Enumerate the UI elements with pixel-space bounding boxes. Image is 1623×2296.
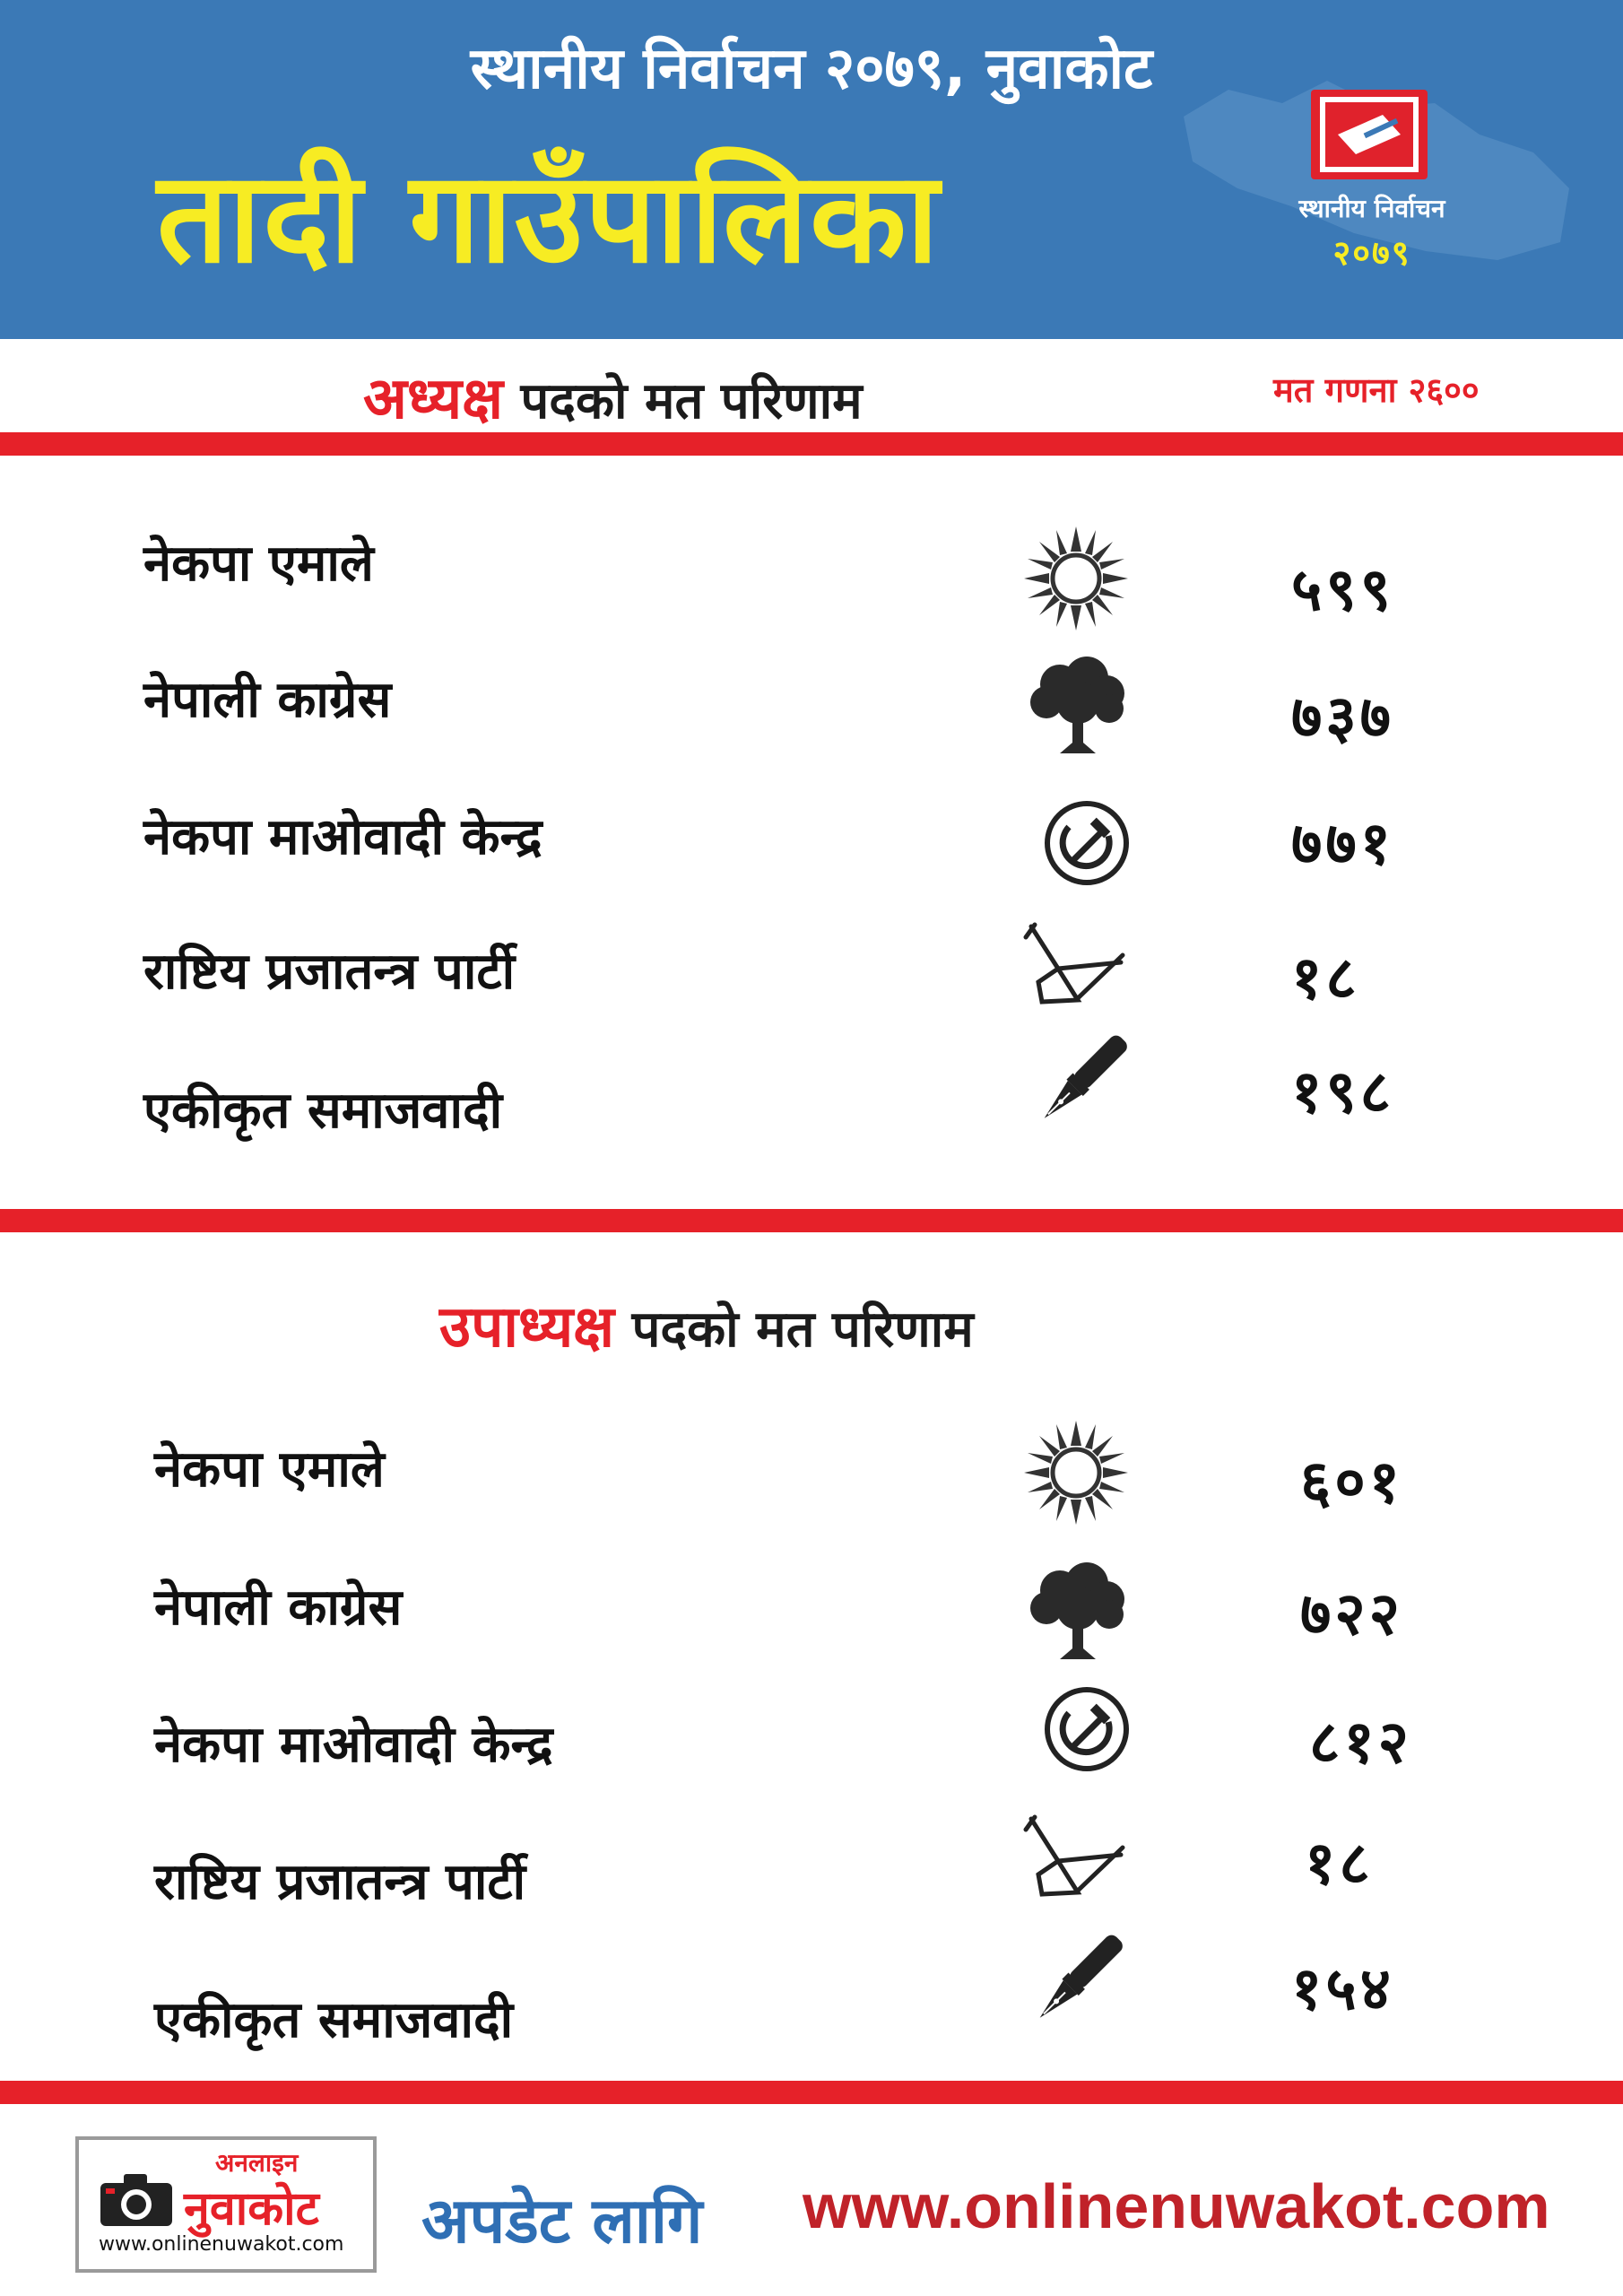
pen-icon <box>1027 1027 1134 1135</box>
party-name: एकीकृत समाजवादी <box>143 1082 503 1140</box>
ballot-box-icon <box>1311 90 1428 179</box>
vote-value: ५९९ <box>1291 555 1394 624</box>
vice-chairperson-heading-accent: उपाध्यक्ष <box>439 1294 615 1361</box>
logo-big-text: नुवाकोट <box>184 2182 319 2236</box>
chairperson-heading-accent: अध्यक्ष <box>363 366 503 432</box>
vote-value: ७७१ <box>1291 809 1394 878</box>
party-name: राष्टिय प्रजातन्त्र पार्टी <box>154 1853 526 1911</box>
vote-value: ७२२ <box>1300 1579 1403 1648</box>
logo-caption: स्थानीय निर्वाचन <box>1298 194 1445 223</box>
header-subtitle: स्थानीय निर्वाचन २०७९, नुवाकोट <box>470 36 1153 102</box>
election-logo <box>1311 90 1428 179</box>
logo-url-text: www.onlinenuwakot.com <box>99 2233 344 2256</box>
party-name: नेकपा एमाले <box>143 535 374 593</box>
party-name: नेकपा एमाले <box>154 1440 385 1499</box>
party-name: राष्टिय प्रजातन्त्र पार्टी <box>143 943 516 1001</box>
municipality-title: तादी गाउँपालिका <box>157 145 941 291</box>
vote-value: ८१२ <box>1309 1708 1412 1777</box>
vote-value: १५४ <box>1291 1954 1394 2023</box>
party-name: नेकपा माओवादी केन्द्र <box>143 808 542 866</box>
vote-value: १८ <box>1305 1829 1374 1898</box>
logo-year: २०७९ <box>1332 233 1411 273</box>
sun-icon <box>1022 525 1130 632</box>
sun-icon <box>1022 1419 1130 1526</box>
party-name: नेपाली काग्रेस <box>154 1578 403 1637</box>
website-link[interactable]: www.onlinenuwakot.com <box>803 2171 1550 2241</box>
update-text: अपडेट लागि <box>421 2184 703 2257</box>
vote-value: ६०१ <box>1300 1448 1403 1517</box>
plough-icon <box>1022 1812 1130 1919</box>
party-name: नेपाली काग्रेस <box>143 671 392 729</box>
party-name: एकीकृत समाजवादी <box>154 1991 514 2049</box>
tree-icon <box>1024 1559 1132 1666</box>
chairperson-heading-rest: पदको मत परिणाम <box>502 372 863 430</box>
vote-value: ७३७ <box>1291 683 1394 752</box>
plough-icon <box>1022 919 1130 1027</box>
camera-icon <box>99 2170 174 2228</box>
vote-value: १८ <box>1291 944 1360 1013</box>
vote-value: १९८ <box>1291 1057 1394 1126</box>
red-divider <box>0 432 1623 456</box>
hammer-sickle-icon <box>1033 1675 1141 1783</box>
vote-count-label: मत गणना २६०० <box>1273 370 1480 410</box>
red-divider <box>0 1209 1623 1232</box>
pen-icon <box>1022 1926 1130 2034</box>
logo-small-text: अनलाइन <box>215 2148 299 2178</box>
vice-chairperson-heading <box>439 1285 974 1363</box>
chairperson-heading <box>363 357 863 435</box>
tree-icon <box>1024 653 1132 761</box>
red-divider <box>0 2081 1623 2104</box>
vice-chairperson-heading-rest: पदको मत परिणाम <box>614 1300 974 1359</box>
hammer-sickle-icon <box>1033 789 1141 897</box>
party-name: नेकपा माओवादी केन्द्र <box>154 1716 553 1774</box>
